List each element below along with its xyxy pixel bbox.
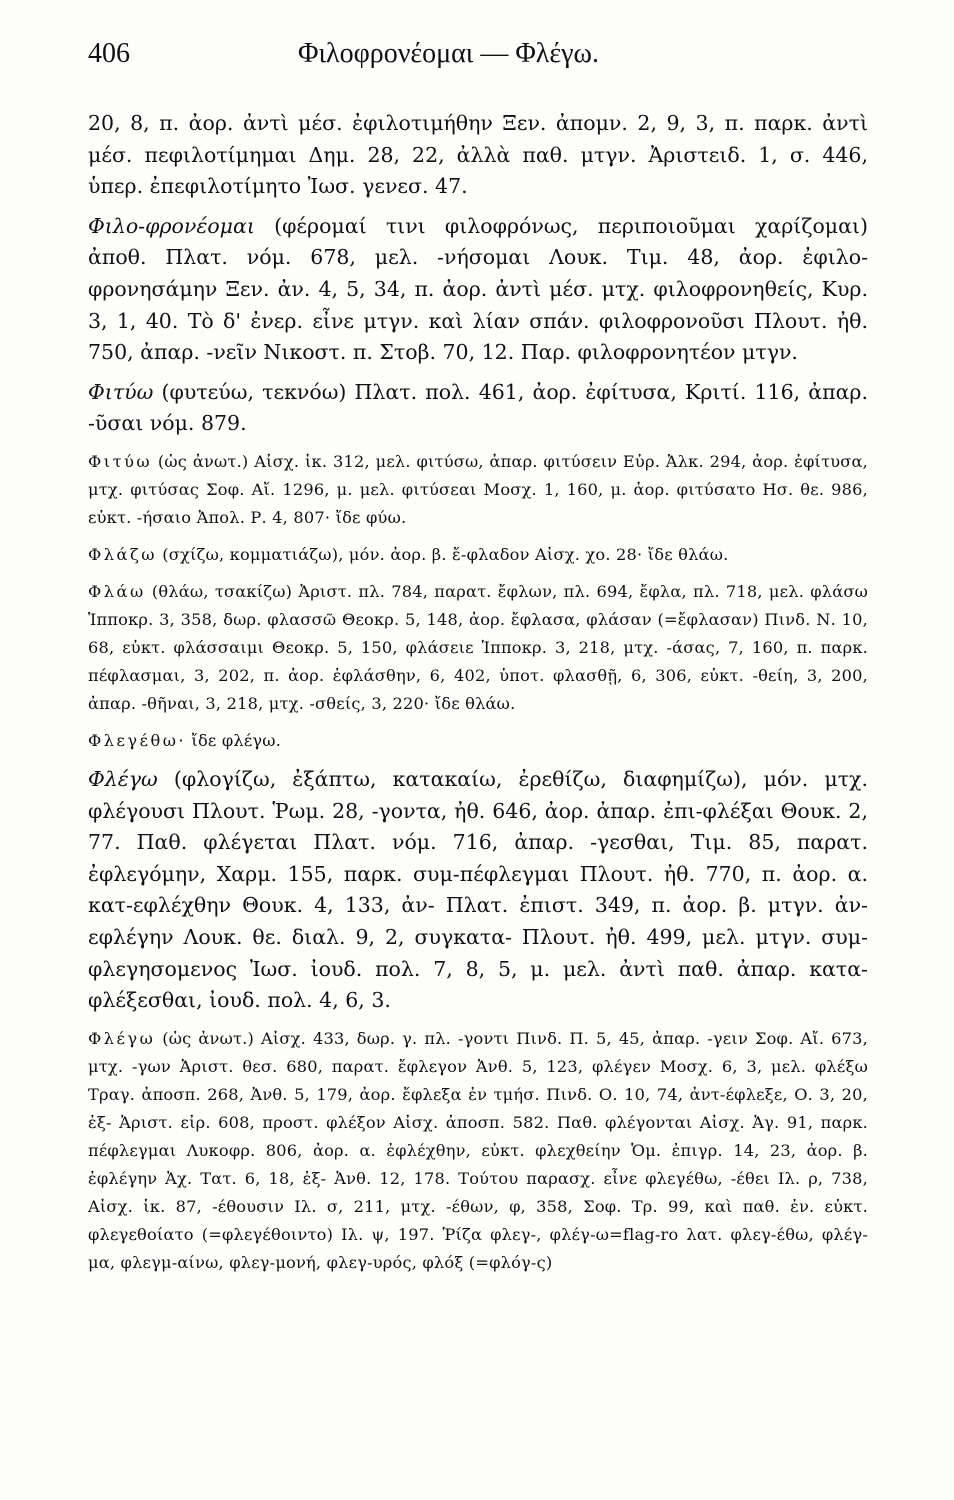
entry-text: (φλογίζω, ἐξάπτω, κατακαίω, ἐρεθίζω, διαφημίζω), μόν. μτχ. φλέγουσι Πλουτ. Ῥωμ. 28, -γοντα, ἠθ. 646, ἀορ. ἀπαρ. ἐπι-φλέξαι Θουκ. 2, 77. Παθ. φλέγεται Πλατ. νόμ. 716, ἀπαρ. -γεσθαι, Τιμ. 85, παρατ. ἐφλεγόμην, Χαρμ. 155, παρκ. συμ-πέφλεγμαι Πλουτ. ἠθ. 770, π. ἀορ. α. κατ-εφλέχθην Θουκ. 4, 133, ἀν- Πλατ. ἐπιστ. 349, π. ἀορ. β. μτγν. ἀν-εφλέγην Λουκ. θε. διαλ. 9, 2, συγκατα- Πλουτ. ἠθ. 499, μελ. μτγν. συμ-φλεγησομενος Ἰωσ. ἰουδ. πολ. 7, 8, 5, μ. μελ. ἀντὶ παθ. ἀπαρ. κατα-φλέξεσθαι, ἰουδ. πολ. 4, 6, 3. (88, 766, 868, 1013)
entry-phityo (88, 377, 868, 440)
entry-text: 20, 8, π. ἀορ. ἀντὶ μέσ. ἐφιλοτιμήθην Ξεν. ἀπομν. 2, 9, 3, π. παρκ. ἀντὶ μέσ. πεφιλοτίμημαι Δημ. 28, 22, ἀλλὰ παθ. μτγν. Ἀριστειδ. 1, σ. 446, ὑπερ. ἐπεφιλοτίμητο Ἰωσ. γενεσ. 47. (88, 111, 868, 199)
running-title: Φιλοφρονέομαι — Φλέγω. (298, 38, 599, 69)
entry-headword: Φλάω (88, 581, 146, 601)
entry-headword: Φιτύω (88, 451, 153, 471)
entry-phityo-poetic (88, 448, 868, 532)
entry-text: (φυτεύω, τεκνόω) Πλατ. πολ. 461, ἀορ. ἐφίτυσα, Κριτί. 116, ἀπαρ. -ῦσαι νόμ. 879. (88, 379, 868, 436)
entry-headword: Φιλο-φρονέομαι (88, 213, 255, 238)
entry-text: (ὡς ἀνωτ.) Αἰσχ. ἱκ. 312, μελ. φιτύσω, ἀπαρ. φιτύσειν Εὐρ. Ἀλκ. 294, ἀορ. ἐφίτυσα, μτχ. φιτύσας Σοφ. Αἴ. 1296, μ. μελ. φιτύσεαι Μοσχ. 1, 160, μ. ἀορ. φιτύσατο Ησ. θε. 986, εὐκτ. -ήσαιο Ἀπολ. Ρ. 4, 807· ἴδε φύω. (88, 451, 868, 527)
entry-headword: Φλέγω (88, 766, 158, 791)
entry-headword: Φλέγω (88, 1028, 156, 1048)
entry-text: (φέρομαί τινι φιλοφρόνως, περιποιοῦμαι χαρίζομαι) ἀποθ. Πλατ. νόμ. 678, μελ. -νήσομαι Λουκ. Τιμ. 48, ἀορ. ἐφιλο-φρονησάμην Ξεν. ἀν. 4, 5, 34, π. ἀορ. ἀντὶ μέσ. μτχ. φιλοφρονηθείς, Κυρ. 3, 1, 40. Τὸ δ' ἐνερ. εἶνε μτγν. καὶ λίαν σπάν. φιλοφρονοῦσι Πλουτ. ἠθ. 750, ἀπαρ. -νεῖν Νικοστ. π. Στοβ. 70, 12. Παρ. φιλοφρονητέον μτγν. (88, 213, 868, 365)
entry-text: (ὡς ἀνωτ.) Αἰσχ. 433, δωρ. γ. πλ. -γοντι Πινδ. Π. 5, 45, ἀπαρ. -γειν Σοφ. Αἴ. 673, μτχ. -γων Ἀριστ. θεσ. 680, παρατ. ἔφλεγον Ἀνθ. 5, 123, φλέγεν Μοσχ. 6, 3, μελ. φλέξω Τραγ. ἀποσπ. 268, Ἀνθ. 5, 179, ἀορ. ἔφλεξα ἐν τμήσ. Πινδ. Ο. 10, 74, ἀντ-έφλεξε, Ο. 3, 20, ἐξ- Ἀριστ. εἰρ. 608, προστ. φλέξον Αἰσχ. ἀποσπ. 582. Παθ. φλέγονται Αἰσχ. Ἀγ. 91, παρκ. πέφλεγμαι Λυκοφρ. 806, ἀορ. α. ἐφλέχθην, εὐκτ. φλεχθείην Ὁμ. ἐπιγρ. 14, 23, ἀορ. β. ἐφλέγην Ἀχ. Τατ. 6, 18, ἐξ- Ἀνθ. 12, 178. Τούτου παρασχ. εἶνε φλεγέθω, -έθει Ιλ. ρ, 738, Αἰσχ. ἱκ. 87, -έθουσιν Ιλ. σ, 211, μτχ. -έθων, φ, 358, Σοφ. Τρ. 99, καὶ παθ. ἐν. εὐκτ. φλεγεθοίατο (=φλεγέθοιντο) Ιλ. ψ, 197. Ῥίζα φλεγ-, φλέγ-ω=flag-ro λατ. φλεγ-έθω, φλέγ-μα, φλεγμ-αίνω, φλεγ-μονή, φλεγ-υρός, φλόξ (=φλόγ-ς) (88, 1028, 868, 1272)
entry-phlego-poetic (88, 1025, 868, 1277)
page-number: 406 (88, 38, 130, 69)
entry-headword: Φλεγέθω· (88, 730, 187, 750)
running-head (88, 38, 868, 88)
entry-text: (σχίζω, κομματιάζω), μόν. ἀορ. β. ἔ-φλαδον Αἰσχ. χο. 28· ἴδε θλάω. (156, 544, 729, 564)
entry-text: (θλάω, τσακίζω) Ἀριστ. πλ. 784, παρατ. ἔφλων, πλ. 694, ἔφλα, πλ. 718, μελ. φλάσω Ἱπποκρ. 3, 358, δωρ. φλασσῶ Θεοκρ. 5, 148, ἀορ. ἔφλασα, φλάσαν (=ἔφλασαν) Πινδ. Ν. 10, 68, εὐκτ. φλάσσαιμι Θεοκρ. 5, 150, φλάσειε Ἱπποκρ. 3, 218, μτχ. -άσας, 7, 160, π. παρκ. πέφλασμαι, 3, 202, π. ἀορ. ἐφλάσθην, 6, 402, ὑποτ. φλασθῇ, 6, 306, εὐκτ. -θείη, 3, 200, ἀπαρ. -θῆναι, 3, 218, μτχ. -σθείς, 3, 220· ἴδε θλάω. (88, 581, 868, 713)
dictionary-entries (88, 108, 868, 1286)
entry-phlao (88, 578, 868, 718)
entry-phlazo (88, 541, 868, 569)
entry-phlego (88, 764, 868, 1017)
entry-philophroneomai (88, 211, 868, 369)
entry-headword: Φλάζω (88, 544, 157, 564)
entry-phlegetho (88, 727, 868, 755)
entry-headword: Φιτύω (88, 379, 154, 404)
entry-continuation (88, 108, 868, 203)
entry-text: ἴδε φλέγω. (186, 730, 282, 750)
